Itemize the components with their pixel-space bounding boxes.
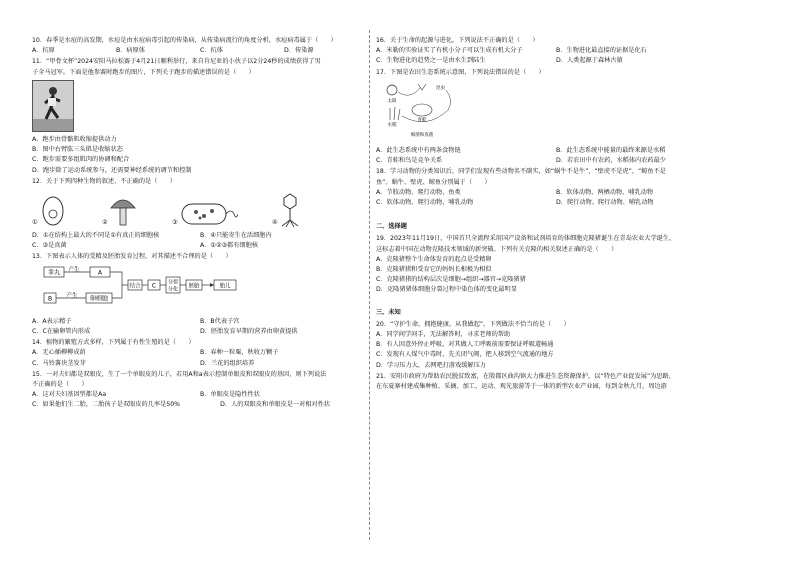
options — [32, 400, 368, 410]
question-stem-continued: 不正确的是（ ） — [32, 381, 88, 389]
c-label: C — [151, 282, 157, 290]
question-13 — [32, 252, 368, 337]
right-column — [376, 36, 736, 393]
option: B．克隆猪猪和受育它的妈妈长相极为相似 — [376, 266, 492, 274]
sun-icon — [387, 85, 397, 95]
options — [32, 231, 368, 251]
question-10 — [32, 36, 368, 56]
option: B．病原体 — [116, 47, 145, 55]
options — [32, 390, 368, 400]
question-19 — [376, 234, 736, 295]
crop-label: 水稻 — [387, 122, 397, 128]
option: C．C在输卵管内形成 — [32, 328, 91, 336]
yeast-cell-icon — [38, 194, 68, 228]
question-stem: 13．下图表示人体的受精及胚胎发育过程，对其描述不合理的是（ ） — [32, 253, 232, 261]
column-divider — [369, 30, 370, 540]
option: A．跑步由骨骼肌收缩提供动力 — [32, 136, 117, 144]
figure-label: ① — [32, 218, 38, 226]
male-organ-label: 睾丸 — [47, 269, 61, 277]
option: A．克隆猪整个生命体发育的起点是受精卵 — [376, 255, 492, 263]
figure-label: ③ — [172, 218, 178, 226]
question-stem: 17．下图是农田生态系统示意图，下列说法错误的是（ ） — [376, 68, 545, 76]
figure-3 — [172, 198, 272, 228]
option: C．跑步需要多组肌肉的协调和配合 — [32, 156, 130, 164]
b-label: B — [47, 295, 53, 303]
options — [32, 46, 368, 56]
divide-label: 分裂 — [167, 279, 179, 286]
option: A．米勒的实验证实了有机小分子可以生成有机大分子 — [376, 47, 523, 55]
fertilize-label: 结合 — [129, 283, 141, 290]
crop-icon — [390, 107, 400, 120]
option: A．①②③都有细胞核 — [200, 242, 258, 250]
bacterium-icon — [178, 198, 238, 228]
option: D．克隆猪猪体细胞分裂过程中染色体的变化最明显 — [376, 286, 517, 294]
option: B．春种一粒粟，秋收万颗子 — [200, 349, 279, 357]
option: C．马铃薯块茎发芽 — [32, 359, 86, 367]
option: B．软体动物、两栖动物、哺乳动物 — [556, 188, 654, 196]
differentiate-label: 分化 — [167, 286, 179, 293]
option: A．抗原 — [32, 47, 55, 55]
question-stem: 16．关于生命的起源与进化，下列说法不正确的是（ ） — [376, 37, 539, 44]
egg-label: 卵细胞 — [89, 295, 109, 303]
question-stem: 18．学习动物的分类知识后，同学们发现有些动物名不副实，如“蜗牛不是牛”，“壁虎不是虎”，“鲸鱼不是 — [376, 168, 666, 176]
option: A．A表示精子 — [32, 317, 72, 325]
figure-label: ④ — [272, 218, 278, 226]
option: C．软体动物、爬行动物、哺乳动物 — [376, 199, 474, 207]
option: D．跑步除了运动系统参与，还需要神经系统的调节和控制 — [32, 166, 192, 174]
question-12 — [32, 177, 368, 252]
option: A．无心插柳柳成荫 — [32, 349, 86, 357]
mushroom-icon — [108, 194, 138, 228]
organism-figures — [32, 190, 368, 228]
option: A．节肢动物、爬行动物、鱼类 — [376, 188, 461, 196]
fetus-label: 胎儿 — [219, 283, 231, 290]
option: D．人类起源于森林古猿 — [556, 57, 623, 65]
fertilization-diagram — [42, 265, 242, 311]
question-stem-continued: 在东夏寨村建成集种植、采摘、加工、运动、观光旅游等于一体的新型农业产业园，每到金秋九月，周边游 — [376, 383, 667, 391]
figure-label: ② — [102, 218, 108, 226]
frog-icon — [412, 104, 432, 116]
options — [376, 46, 736, 66]
option: B．④只能寄生在活细胞内 — [200, 232, 272, 240]
question-14 — [32, 338, 368, 369]
figure-2 — [102, 194, 172, 228]
insect-label: 昆虫 — [436, 85, 445, 91]
question-stem-continued: 鱼”。蜗牛、壁虎、鲸鱼分别属于（ ） — [376, 178, 491, 186]
option: C．如果他们生二胎，二胎孩子是双眼皮的几率是50% — [32, 401, 181, 409]
option: D．人的双眼皮和单眼皮是一对相对性状 — [220, 401, 331, 409]
farmland-ecosystem-diagram — [382, 80, 462, 140]
produce-label: 产生 — [66, 292, 78, 299]
option: D．学习压力大，去网吧打游戏缓解压力 — [376, 361, 486, 369]
frog-label: 青蛙 — [417, 117, 427, 123]
section-heading: 二、选择题 — [376, 223, 407, 231]
option: A．此生态系统中有两条食物链 — [376, 147, 461, 155]
a-label: A — [97, 269, 103, 277]
question-16 — [376, 36, 736, 67]
section-heading: 三、未知 — [376, 308, 401, 316]
option: B．B代表子宫 — [200, 317, 240, 325]
option: D．①在结构上最大的不同是①有真正的细胞核 — [32, 232, 160, 240]
question-stem: 11．“甲骨文杯”2024安阳马拉松赛于4月21日顺利举行，来自肯尼亚的小伙子以2分24秒的成绩获得了男 — [32, 58, 321, 66]
virus-icon — [278, 192, 302, 228]
question-stem: 19．2023年11月19日，中国首只全流程采用国产设备和试剂培育的体细胞克隆猪诞生在青岛农业大学诞生， — [376, 235, 676, 243]
sun-label: 太阳 — [387, 98, 397, 104]
question-stem: 21．安阳市政府为帮助农民脱贫致富，在殷都区曲沟镇大力推进生态资源保护，以“特色产业促发展”为思路， — [376, 372, 675, 380]
options — [376, 188, 736, 208]
question-stem: 10．春季是水痘的高发期，水痘是由水痘病毒引起的传染病，从传染病流行的角度分析，水痘病毒属于（ ） — [32, 37, 337, 44]
option: B．生物进化最直接的证据是化石 — [556, 47, 647, 55]
question-stem-continued: 子全马冠军。下面是他参赛时跑步的图片，下列关于跑步的描述错误的是（ ） — [32, 68, 255, 76]
question-18 — [376, 167, 736, 208]
options — [32, 317, 368, 337]
question-stem: 14．植物的繁殖方式多样，下列属于有性生殖的是（ ） — [32, 339, 195, 347]
option: D．传染源 — [284, 47, 314, 55]
option: D．爬行动物、爬行动物、哺乳动物 — [556, 199, 654, 207]
option: D．兰花的组织培养 — [200, 359, 255, 367]
option: C．生物进化的趋势之一是由水生到陆生 — [376, 57, 486, 65]
question-17 — [376, 68, 736, 167]
option: C．抗体 — [200, 47, 223, 55]
question-11 — [32, 57, 368, 175]
question-stem-continued: 这标志着中国在动物克隆技术领域的新突破。下列有关克隆的相关叙述正确的是（ ） — [376, 245, 618, 253]
options — [32, 348, 368, 368]
question-stem: 12．关于下列四种生物的叙述，不正确的是（ ） — [32, 177, 176, 185]
question-stem: 20．“守护生命，拥抱健康，从我做起”，下列做法不恰当的是（ ） — [376, 320, 570, 328]
options — [376, 146, 736, 166]
option: C．克隆猪猪的结构层次是细胞→组织→器官→克隆猪猪 — [376, 276, 526, 284]
bacteria-label: 细菌和真菌 — [410, 132, 434, 138]
produce-label: 产生 — [68, 266, 80, 273]
option: B．有人因意外停止呼吸，对其做人工呼吸前需要保证呼吸道畅通 — [376, 341, 554, 349]
left-column — [32, 36, 368, 412]
figure-1 — [32, 194, 102, 228]
option: C．发现有人煤气中毒时，先关闭气阀，把人移到空气流通的地方 — [376, 351, 554, 359]
runner-photo — [32, 80, 74, 132]
option: B．此生态系统中能量的最终来源是水稻 — [556, 147, 666, 155]
question-stem: 15．一对夫妇都是双眼皮，生了一个单眼皮的儿子，若用A和a表示控制单眼皮和双眼皮的基因，则下列说法 — [32, 370, 327, 378]
question-15 — [32, 370, 368, 411]
option: A．这对夫妇基因型都是Aa — [32, 391, 107, 399]
option: B．图中右臂肱三头肌是收缩状态 — [32, 146, 123, 154]
question-20 — [376, 320, 736, 371]
option: D．胚胎发育早期的营养由卵黄提供 — [200, 328, 298, 336]
option: B．单眼皮是隐性性状 — [200, 391, 260, 399]
option: A．同学间学问手，无法解答时，寻求老师的帮助 — [376, 331, 511, 339]
option: C．青蛙和鸟是竞争关系 — [376, 157, 443, 165]
question-21 — [376, 372, 736, 392]
option: D．若农田中有农药，水稻体内农药最少 — [556, 157, 666, 165]
figure-4 — [272, 192, 332, 228]
option: C．③是真菌 — [32, 242, 67, 250]
embryo-label: 胚胎 — [188, 283, 200, 290]
